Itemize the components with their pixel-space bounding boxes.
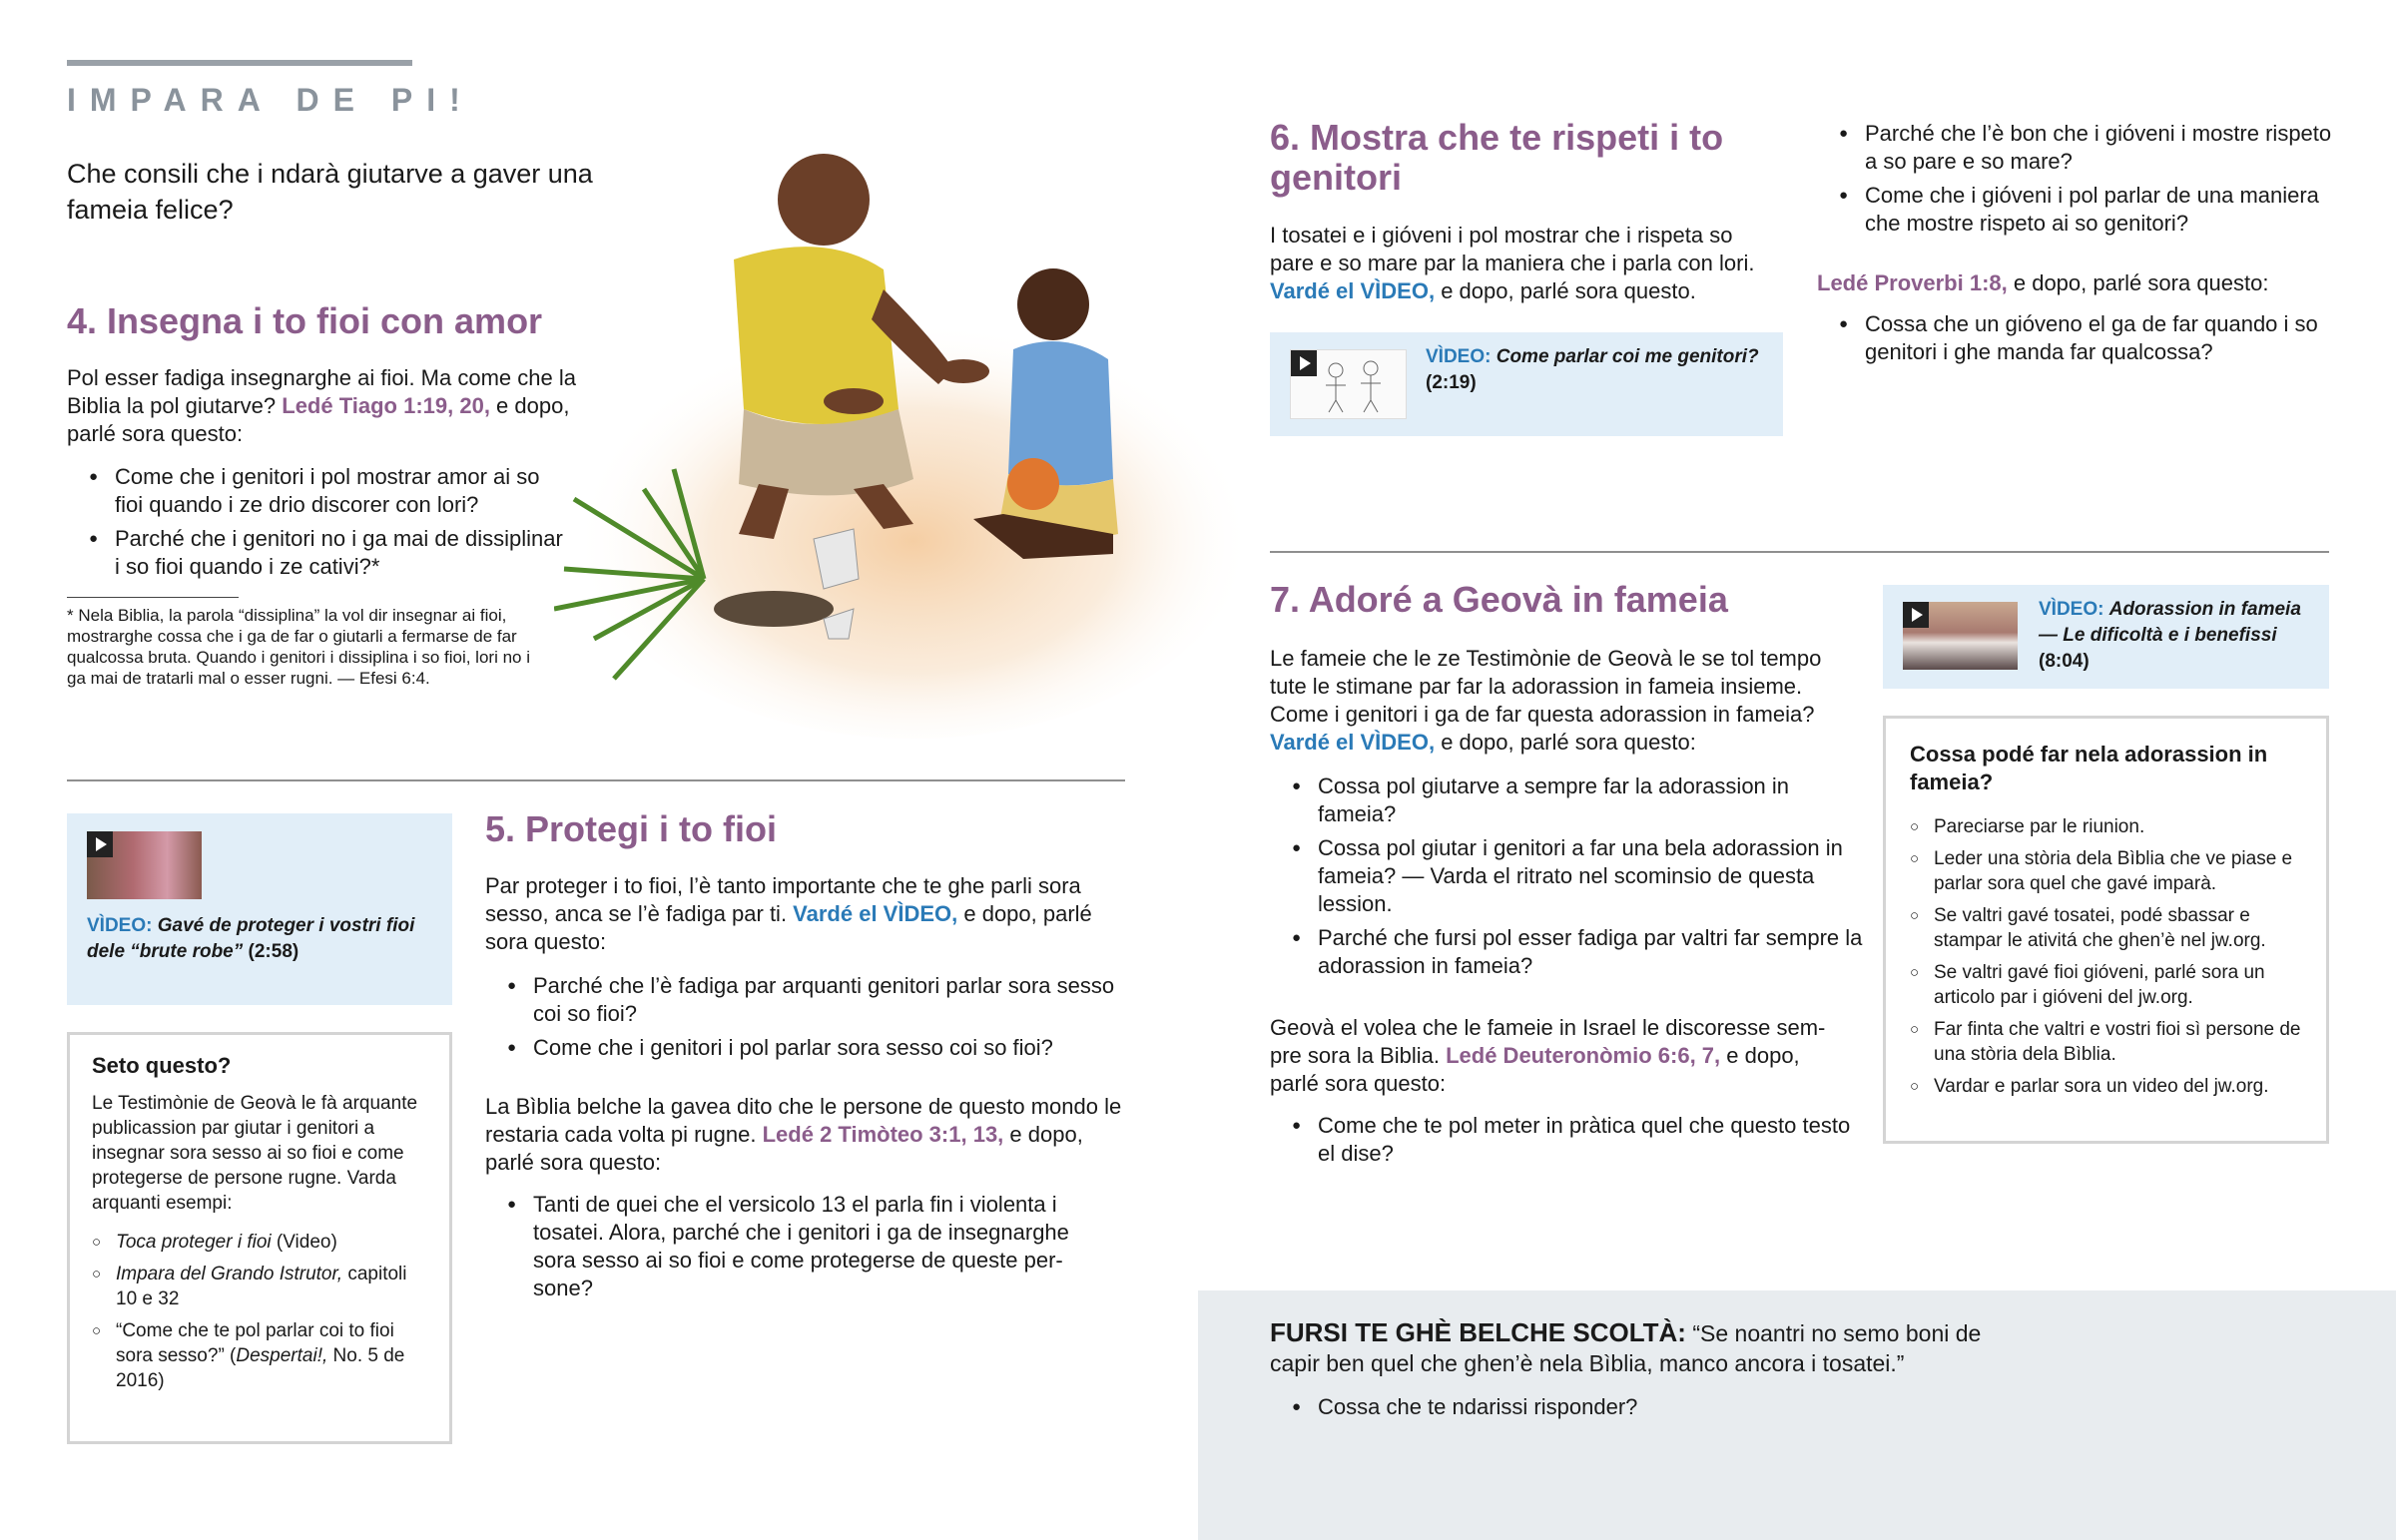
divider [1270,551,2329,553]
video-caption: VÌDEO: Adorassion in fameia — Le dificoltà e i benefissi (8:04) [2039,599,2301,672]
section7-body1: Le fameie che le ze Testimònie de Geovà le se tol tempo tute le stimane par far la adorassion in fameia insieme. Come i genitori i ga de far questa adorassion in fameia? Vardé el VÌDEO, e dopo, parlé sora questo: [1270,646,1822,755]
section6-bullets [1817,120,2336,244]
intro-question: Che consili che i ndarà giutarve a gaver una fameia felice? [67,159,593,225]
section6-scripture-link[interactable]: Ledé Proverbi 1:8, [1817,270,2008,295]
play-icon[interactable] [1903,602,1929,628]
video-brute-robe[interactable] [67,813,452,1005]
section4-body [67,364,586,448]
video-thumbnail[interactable] [87,831,202,899]
divider [67,779,1125,781]
section4-body-text: Pol esser fadiga insegnarghe ai fioi. Ma come che la Biblia la pol giutarve? [67,365,576,418]
list-item: ● Parché che i genitori no i ga mai de dissiplinar i so fioi quando i ze cativi?* [67,525,566,581]
section7-bullets2 [1270,1112,1869,1174]
video-duration: (2:58) [248,941,300,962]
section4-scripture-link[interactable]: Ledé Tiago 1:19, 20, [282,393,490,418]
section5-body1: Par proteger i to fioi, l’è tanto importante che te ghe parli sora sesso, anca se l’è fadiga par ti. Vardé el VÌDEO, e dopo, parlé sora questo: [485,873,1092,954]
box-title: Cossa podé far nela adorassion in fameia? [1910,742,2268,794]
section4-heading: 4. Insegna i to fioi con amor [67,300,543,341]
bottom-quote [1270,1317,1989,1378]
section6-bullets2 [1817,310,2336,372]
video-link[interactable]: Vardé el VÌDEO, [793,901,958,926]
video-parlar-genitori[interactable] [1270,332,1783,436]
box-list [1910,814,2302,1099]
video-link[interactable]: Vardé el VÌDEO, [1270,730,1436,755]
list-item: ● Parché che l’è bon che i gióveni i mostre rispeto a so pare e so mare? [1817,120,2336,176]
bottom-quote-text: “Se noantri no semo boni de capir ben quel che ghen’è nela Bìblia, manco ancora i tosatei.” [1270,1320,1982,1376]
section7-body2: Geovà el volea che le fameie in Israel le discoresse sempre sora la Biblia. Ledé Deuteronòmio 6:6, 7, e dopo, parlé sora questo: [1270,1015,1826,1096]
section4-footnote: * Nela Biblia, la parola “dissiplina” la vol dir insegnar ai fioi, mostrarghe cossa che i ga de far o giutarli a fermarse de far qualcossa bruta. Quando i genitori i dissiplina i so fioi, lori no i ga mai de tratarli mal o esser rugni. — Efesi 6:4. [67,606,530,688]
video-label: VÌDEO: [87,915,153,936]
adorassion-tips-box [1883,716,2329,1144]
header-bar [67,60,412,66]
list-item: ○ Impara del Grando Istrutor, capitoli 10 e 32 [92,1262,427,1311]
section6-ref-line: Ledé Proverbi 1:8, e dopo, parlé sora questo: [1817,270,2269,295]
list-item: ● Cossa che un gióveno el ga de far quando i so genitori i ghe manda far qualcossa? [1817,310,2336,366]
list-item: ● Cossa che te ndarissi risponder? [1270,1393,1969,1421]
list-item: ○ Toca proteger i fioi (Video) [92,1230,427,1255]
video-caption [87,913,436,965]
box-body: Le Testimònie de Geovà le fà arquante publicassion par giutar i genitori a insegnar sora sesso ai so fioi e come protegerse de persone rugne. Varda arquanti esempi: [92,1093,418,1214]
list-item: ○ Far finta che valtri e vostri fioi sì persone de una stòria dela Bìblia. [1910,1017,2302,1067]
video-caption: VÌDEO: Come parlar coi me genitori? (2:19) [1426,346,1759,393]
section5-heading: 5. Protegi i to fioi [485,808,778,849]
father-son-illustration [554,140,1253,739]
list-item: ○ Vardar e parlar sora un video del jw.org. [1910,1074,2302,1099]
section5-body2: La Bìblia belche la gavea dito che le persone de questo mondo le restaria cada volta pi rugne. Ledé 2 Timòteo 3:1, 13, e dopo, parlé sora questo: [485,1094,1122,1175]
video-adorassion[interactable] [1883,585,2329,689]
list-item: ○ Leder una stòria dela Bìblia che ve piase e parlar sora quel che gavé imparà. [1910,846,2302,896]
list-item: ● Cossa pol giutar i genitori a far una bela adorassion in fameia? — Varda el ritrato nel scominsio de questa lession. [1270,834,1869,918]
list-item: ○ Se valtri gavé tosatei, podé sbassar e stampar le ativitá che ghen’è nel jw.org. [1910,903,2302,953]
list-item: ○ Pareciarse par le riunion. [1910,814,2302,839]
video-thumbnail[interactable] [1290,349,1407,419]
section4-body-after: e dopo, parlé sora questo: [67,393,570,446]
list-item: ● Come che i genitori i pol parlar sora sesso coi so fioi? [485,1034,1124,1062]
bottom-bullets [1270,1393,1969,1427]
section6-body: I tosatei e i gióveni i pol mostrar che i rispeta so pare e so mare par la maniera che i parla con lori. Vardé el VÌDEO, e dopo, parlé sora questo. [1270,223,1755,303]
section5-bullets2 [485,1191,1094,1308]
section5-bullets1 [485,972,1124,1068]
section7-heading: 7. Adoré a Geovà in fameia [1270,579,1728,620]
section5-scripture-link[interactable]: Ledé 2 Timòteo 3:1, 13, [762,1122,1004,1147]
video-link[interactable]: Vardé el VÌDEO, [1270,278,1436,303]
list-item: ○ “Come che te pol parlar coi to fioi sora sesso?” (Despertai!, No. 5 de 2016) [92,1318,427,1393]
page-title: IMPARA DE PI! [67,82,474,118]
section4-bullets [67,463,566,587]
list-item: ● Come che i gióveni i pol parlar de una maniera che mostre rispeto ai so genitori? [1817,182,2336,238]
list-item: ● Come che i genitori i pol mostrar amor ai so fioi quando i ze drio discorer con lori? [67,463,566,519]
list-item: ● Come che te pol meter in pràtica quel che questo testo el dise? [1270,1112,1869,1168]
list-item: ● Parché che l’è fadiga par arquanti genitori parlar sora sesso coi so fioi? [485,972,1124,1028]
list-item: ● Parché che fursi pol esser fadiga par valtri far sempre la adorassion in fameia? [1270,924,1869,980]
seto-questo-box [67,1032,452,1444]
list-item: ● Tanti de quei che el versicolo 13 el parla fin i violenta i tosatei. Alora, parché che i genitori i ga de insegnarghe sora sesso ai so fioi e come protegerse de queste persone? [485,1191,1094,1302]
footnote-rule [67,597,239,598]
sketch-figures-icon [1291,350,1406,418]
section7-scripture-link[interactable]: Ledé Deuteronòmio 6:6, 7, [1446,1043,1721,1068]
box-list [92,1230,427,1393]
section6-heading: 6. Mostra che te rispeti i to genitori [1270,117,1724,198]
video-thumbnail[interactable] [1903,602,2018,670]
list-item: ○ Se valtri gavé fioi gióveni, parlé sora un articolo par i gióveni del jw.org. [1910,960,2302,1010]
section7-bullets1 [1270,772,1869,986]
bottom-label: FURSI TE GHÈ BELCHE SCOLTÀ: [1270,1317,1686,1347]
play-icon[interactable] [87,831,113,857]
box-title: Seto questo? [92,1053,232,1078]
video-title: Gavé de proteger i vostri fioi dele “brute robe” [87,915,415,962]
list-item: ● Cossa pol giutarve a sempre far la adorassion in fameia? [1270,772,1869,828]
